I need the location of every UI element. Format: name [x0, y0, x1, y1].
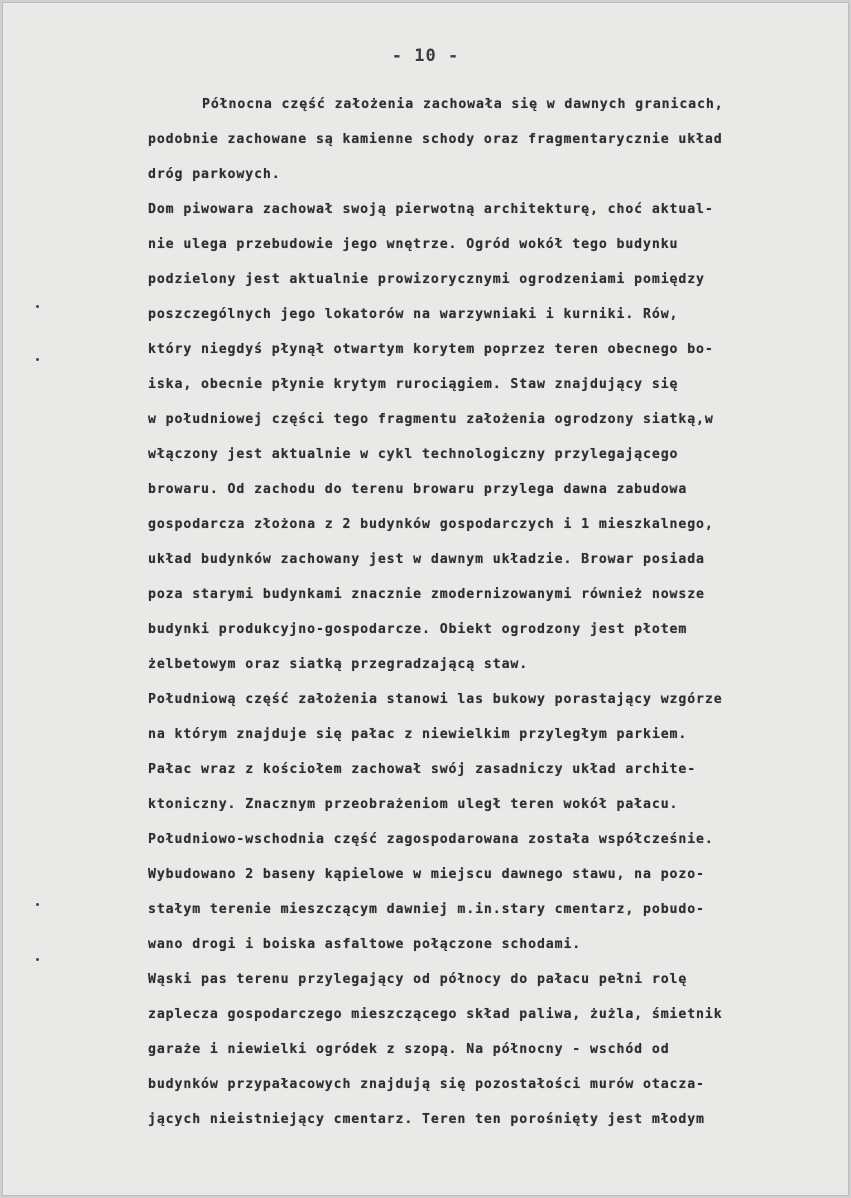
- text-line: dróg parkowych.: [148, 167, 281, 182]
- text-line: poszczególnych jego lokatorów na warzywniaki i kurniki. Rów,: [148, 307, 679, 322]
- text-line: gospodarcza złożona z 2 budynków gospodarczych i 1 mieszkalnego,: [148, 517, 714, 532]
- punch-mark: [36, 958, 39, 961]
- text-line: Północna część założenia zachowała się w dawnych granicach,: [202, 97, 724, 112]
- text-line: garaże i niewielki ogródek z szopą. Na północny - wschód od: [148, 1042, 670, 1057]
- text-line: Pałac wraz z kościołem zachował swój zasadniczy układ archite-: [148, 762, 697, 777]
- text-line: Wąski pas terenu przylegający od północy do pałacu pełni rolę: [148, 972, 688, 987]
- text-line: iska, obecnie płynie krytym rurociągiem. Staw znajdujący się: [148, 377, 679, 392]
- text-line: Dom piwowara zachował swoją pierwotną architekturę, choć aktual-: [148, 202, 714, 217]
- text-line: browaru. Od zachodu do terenu browaru przylega dawna zabudowa: [148, 482, 688, 497]
- text-line: Wybudowano 2 baseny kąpielowe w miejscu dawnego stawu, na pozo-: [148, 867, 705, 882]
- text-line: ktoniczny. Znacznym przeobrażeniom uległ teren wokół pałacu.: [148, 797, 679, 812]
- text-line: zaplecza gospodarczego mieszczącego skład paliwa, żużla, śmietnik: [148, 1007, 723, 1022]
- text-line: na którym znajduje się pałac z niewielkim przyległym parkiem.: [148, 727, 688, 742]
- text-line: stałym terenie mieszczącym dawniej m.in.stary cmentarz, pobudo-: [148, 902, 705, 917]
- text-line: włączony jest aktualnie w cykl technologiczny przylegającego: [148, 447, 679, 462]
- text-line: w południowej części tego fragmentu założenia ogrodzony siatką,w: [148, 412, 714, 427]
- punch-mark: [36, 358, 39, 361]
- text-line: Południowo-wschodnia część zagospodarowana została współcześnie.: [148, 832, 714, 847]
- text-line: wano drogi i boiska asfaltowe połączone schodami.: [148, 937, 582, 952]
- text-line: jących nieistniejący cmentarz. Teren ten porośnięty jest młodym: [148, 1112, 705, 1127]
- punch-mark: [36, 305, 39, 308]
- text-line: budynków przypałacowych znajdują się pozostałości murów otacza-: [148, 1077, 705, 1092]
- text-line: żelbetowym oraz siatką przegradzającą staw.: [148, 657, 529, 672]
- text-line: podzielony jest aktualnie prowizorycznymi ogrodzeniami pomiędzy: [148, 272, 705, 287]
- text-line: nie ulega przebudowie jego wnętrze. Ogród wokół tego budynku: [148, 237, 679, 252]
- page-number: - 10 -: [391, 46, 460, 66]
- text-line: podobnie zachowane są kamienne schody oraz fragmentarycznie układ: [148, 132, 723, 147]
- typewritten-page: [2, 2, 849, 1196]
- text-line: Południową część założenia stanowi las bukowy porastający wzgórze: [148, 692, 723, 707]
- text-line: który niegdyś płynął otwartym korytem poprzez teren obecnego bo-: [148, 342, 714, 357]
- text-line: poza starymi budynkami znacznie zmodernizowanymi również nowsze: [148, 587, 705, 602]
- text-line: budynki produkcyjno-gospodarcze. Obiekt ogrodzony jest płotem: [148, 622, 688, 637]
- text-line: układ budynków zachowany jest w dawnym układzie. Browar posiada: [148, 552, 705, 567]
- punch-mark: [36, 903, 39, 906]
